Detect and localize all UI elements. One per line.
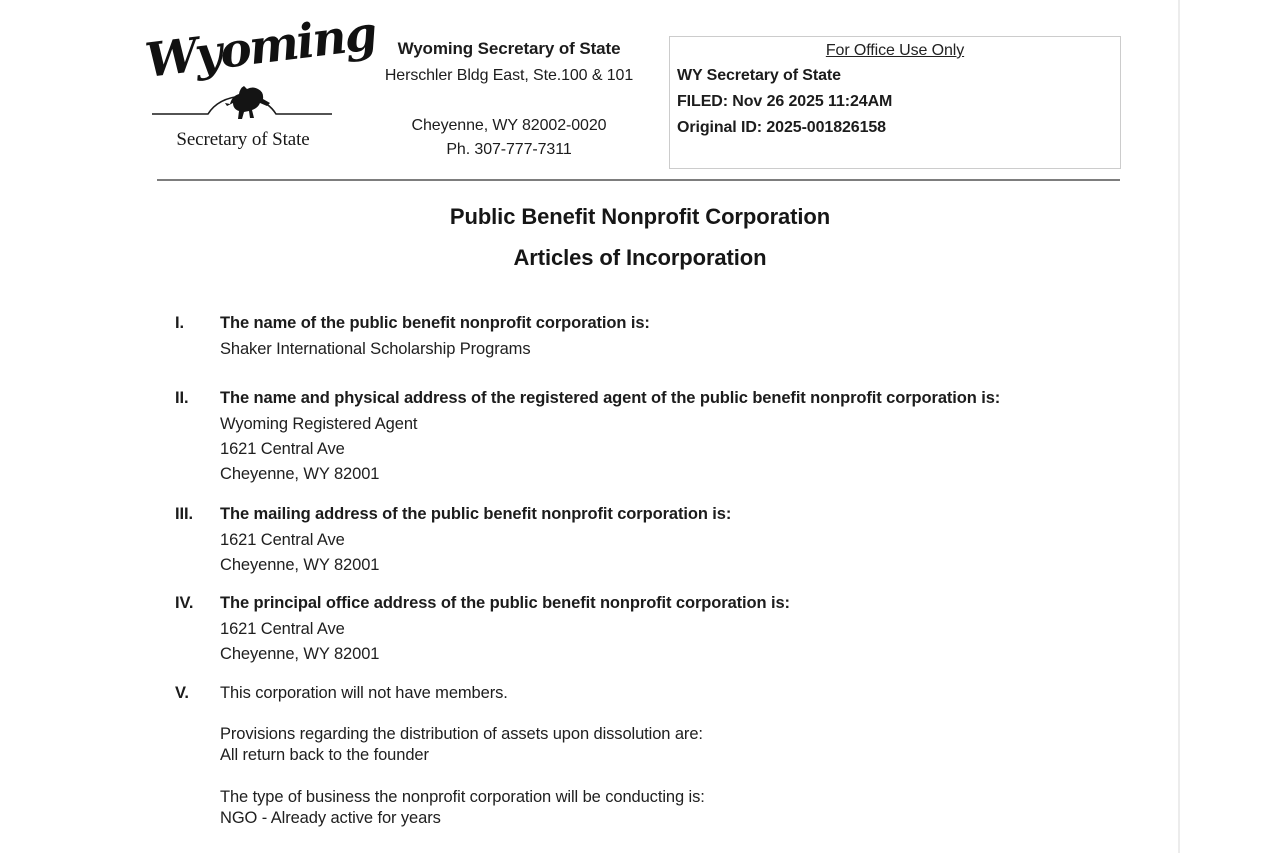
section-value: 1621 Central Ave (220, 440, 345, 458)
doc-title-line1: Public Benefit Nonprofit Corporation (449, 204, 831, 229)
section-value: Shaker International Scholarship Programs (220, 340, 531, 358)
bucking-horse-icon (150, 78, 335, 124)
section-heading: The name and physical address of the registered agent of the public benefit nonprofit corporation is: (220, 389, 1001, 407)
header-divider (157, 179, 1120, 181)
section-numeral: V. (175, 684, 189, 702)
wyoming-logo-script: Wyoming (142, 6, 379, 89)
office-original-id-line: Original ID: 2025-001826158 (677, 119, 886, 136)
header-office-name: Wyoming Secretary of State (397, 39, 621, 58)
section-value: Cheyenne, WY 82001 (220, 465, 380, 483)
dissolution-value: All return back to the founder (220, 746, 429, 764)
office-use-box (669, 36, 1121, 169)
logo-caption: Secretary of State (176, 129, 310, 150)
section-numeral: IV. (175, 594, 194, 612)
office-filed-line: FILED: Nov 26 2025 11:24AM (677, 93, 893, 110)
section-value: 1621 Central Ave (220, 531, 345, 549)
section-heading: The mailing address of the public benefit nonprofit corporation is: (220, 505, 732, 523)
header-address-line1: Herschler Bldg East, Ste.100 & 101 (384, 67, 634, 84)
section-numeral: I. (175, 314, 184, 332)
section-numeral: III. (175, 505, 193, 523)
business-type-value: NGO - Already active for years (220, 809, 441, 827)
office-agency-line: WY Secretary of State (677, 67, 841, 84)
dissolution-label: Provisions regarding the distribution of assets upon dissolution are: (220, 725, 703, 743)
section-value: Wyoming Registered Agent (220, 415, 418, 433)
section-numeral: II. (175, 389, 189, 407)
section-value: 1621 Central Ave (220, 620, 345, 638)
doc-title-line2: Articles of Incorporation (513, 245, 767, 270)
section-heading: The principal office address of the public benefit nonprofit corporation is: (220, 594, 790, 612)
section-heading: This corporation will not have members. (220, 684, 508, 702)
office-use-title: For Office Use Only (825, 42, 965, 59)
header-address-line2: Cheyenne, WY 82002-0020 (411, 117, 607, 134)
section-heading: The name of the public benefit nonprofit corporation is: (220, 314, 650, 332)
page-right-edge (1178, 0, 1180, 853)
business-type-label: The type of business the nonprofit corporation will be conducting is: (220, 788, 705, 806)
header-phone: Ph. 307-777-7311 (446, 141, 572, 158)
section-value: Cheyenne, WY 82001 (220, 645, 380, 663)
section-value: Cheyenne, WY 82001 (220, 556, 380, 574)
